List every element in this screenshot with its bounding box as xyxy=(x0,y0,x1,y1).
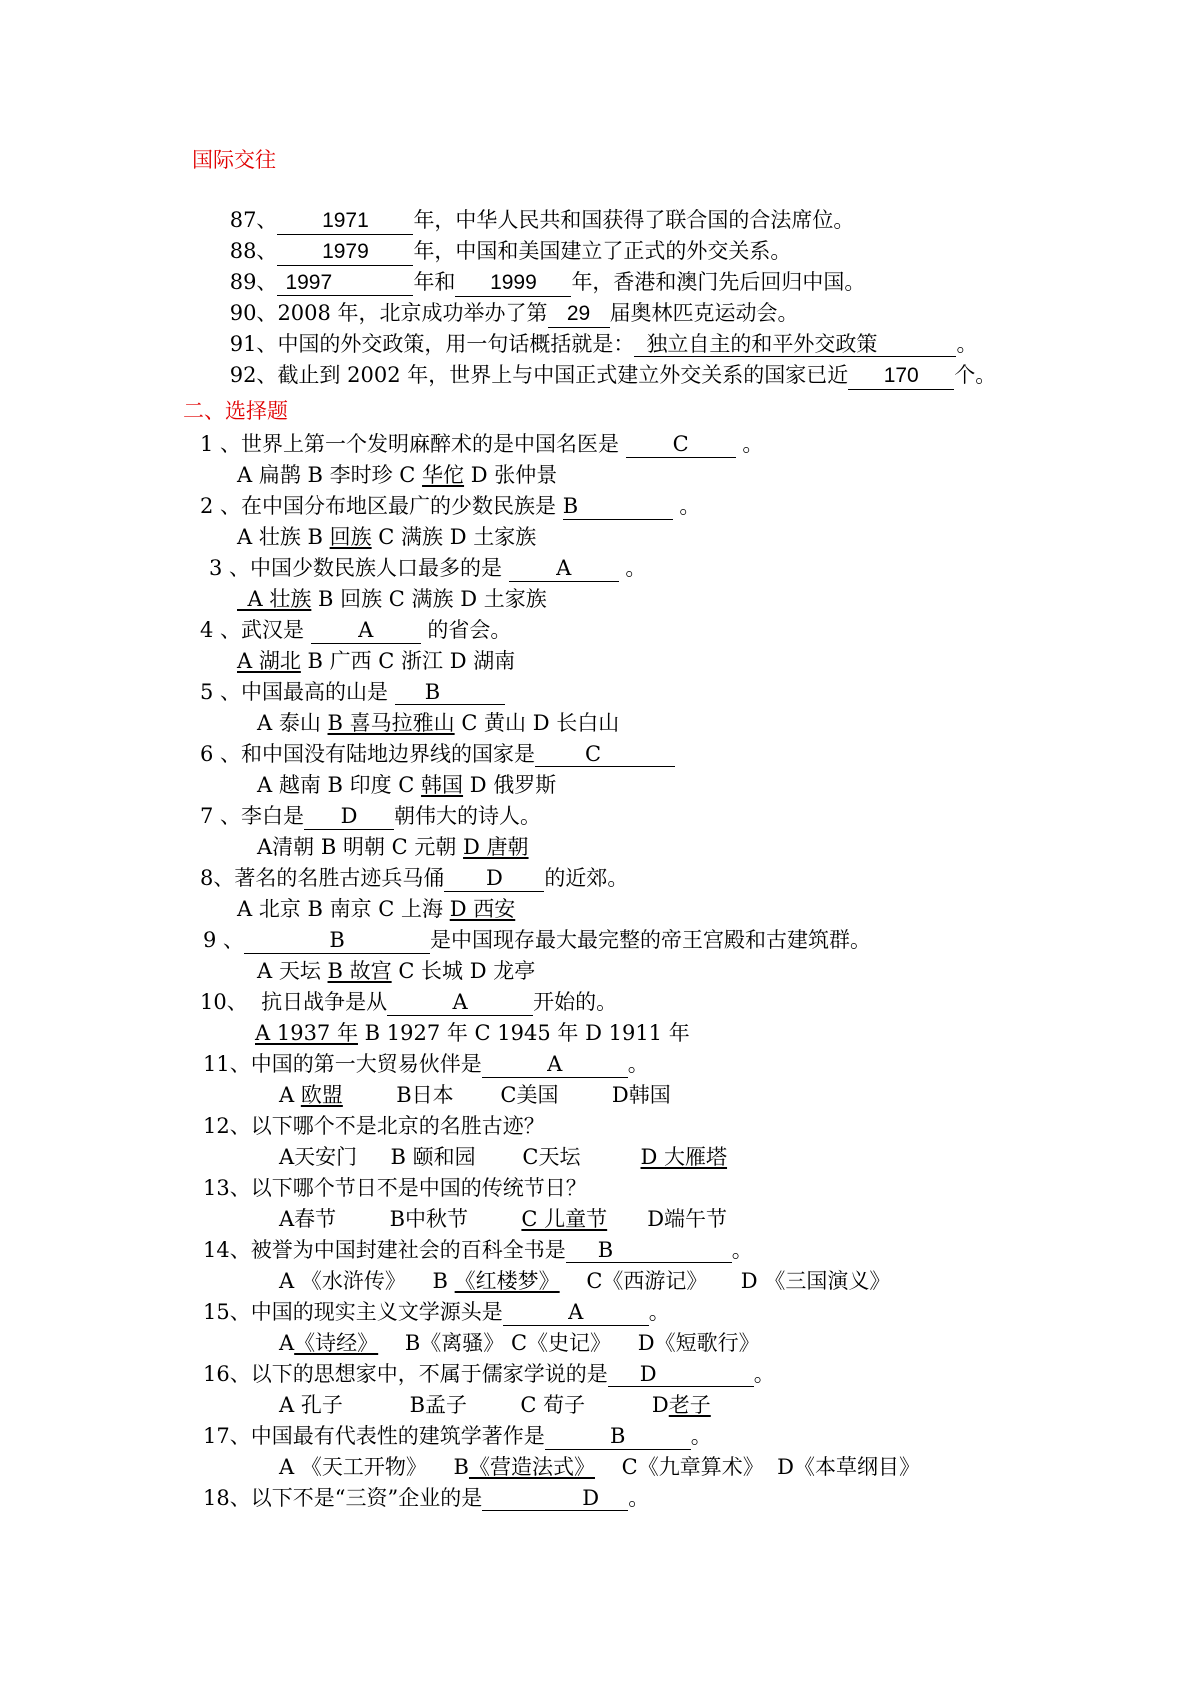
answer-blank: 1971 xyxy=(277,210,413,235)
options-5: A 泰山 B 喜马拉雅山 C 黄山 D 长白山 xyxy=(257,711,620,735)
answer-blank: D xyxy=(608,1363,754,1387)
answer-blank: B xyxy=(395,681,505,705)
correct-option: A 湖北 xyxy=(237,649,301,673)
correct-option: 韩国 xyxy=(421,773,464,797)
question-9: 9 、 B 是中国现存最大最完整的帝王宫殿和古建筑群。 xyxy=(203,928,872,952)
correct-option: 老子 xyxy=(668,1393,711,1417)
question-92: 92、截止到 2002 年，世界上与中国正式建立外交关系的国家已近 170 个。 xyxy=(203,333,996,418)
question-6: 6 、和中国没有陆地边界线的国家是 C xyxy=(200,740,675,768)
correct-option: D 大雁塔 xyxy=(640,1145,728,1169)
question-18: 18、以下不是“三资”企业的是 D 。 xyxy=(203,1486,650,1510)
correct-option: D 唐朝 xyxy=(463,835,529,859)
section-title-international: 国际交往 xyxy=(192,148,276,172)
answer-blank: C xyxy=(626,433,736,458)
options-11: A 欧盟 B日本 C美国 D韩国 xyxy=(279,1083,671,1107)
answer-blank: D xyxy=(444,867,544,892)
question-10: 10、 抗日战争是从 A 开始的。 xyxy=(200,990,618,1014)
question-91: 91、中国的外交政策，用一句话概括就是： 独立自主的和平外交政策 。 xyxy=(229,332,978,356)
answer-blank: B xyxy=(244,929,430,954)
question-16: 16、以下的思想家中，不属于儒家学说的是 D 。 xyxy=(203,1362,775,1386)
answer-blank: 独立自主的和平外交政策 xyxy=(634,333,956,357)
question-2: 2 、在中国分布地区最广的少数民族是 B 。 xyxy=(200,494,701,518)
options-13: A春节 B中秋节 C 儿童节 D端午节 xyxy=(279,1207,728,1231)
options-3: _A 壮族 B 回族 C 满族 D 土家族 xyxy=(237,587,547,611)
correct-option: 《诗经》 xyxy=(294,1331,379,1355)
question-5: 5 、中国最高的山是 B xyxy=(200,678,505,706)
question-87: 87、 1971 年，中华人民共和国获得了联合国的合法席位。 xyxy=(203,178,854,263)
options-17: A 《天工开物》 B《营造法式》 C《九章算术》 D《本草纲目》 xyxy=(279,1455,920,1479)
answer-blank: B xyxy=(545,1425,691,1450)
correct-option: 华佗 xyxy=(422,463,465,487)
question-88: 88、 1979 年，中国和美国建立了正式的外交关系。 xyxy=(203,209,791,294)
options-6: A 越南 B 印度 C 韩国 D 俄罗斯 xyxy=(257,773,557,797)
question-7: 7 、李白是 D 朝伟大的诗人。 xyxy=(200,804,542,828)
answer-blank: 1999 xyxy=(455,272,571,297)
answer-blank: 1997 xyxy=(277,272,413,296)
answer-blank: B xyxy=(563,495,673,520)
options-16: A 孔子 B孟子 C 荀子 D老子 xyxy=(279,1393,711,1417)
options-2: A 壮族 B 回族 C 满族 D 土家族 xyxy=(237,525,537,549)
correct-option: C 儿童节 xyxy=(521,1207,608,1231)
answer-blank: C xyxy=(535,743,675,767)
question-3: 3 、中国少数民族人口最多的是 A 。 xyxy=(209,556,647,580)
question-90: 90、2008 年，北京成功举办了第 29 届奥林匹克运动会。 xyxy=(203,271,799,356)
question-4: 4 、武汉是 A 的省会。 xyxy=(200,618,512,642)
options-9: A 天坛 B 故宫 C 长城 D 龙亭 xyxy=(257,959,536,983)
options-10: A 1937 年 B 1927 年 C 1945 年 D 1911 年 xyxy=(237,1019,690,1047)
answer-blank: A xyxy=(482,1053,628,1078)
answer-blank: B xyxy=(566,1239,732,1263)
correct-option: 欧盟 xyxy=(300,1083,343,1107)
answer-blank: 170 xyxy=(848,365,954,390)
options-8: A 北京 B 南京 C 上海 D 西安 xyxy=(237,897,516,921)
options-1: A 扁鹊 B 李时珍 C 华佗 D 张仲景 xyxy=(237,463,558,487)
question-1: 1 、世界上第一个发明麻醉术的是中国名医是 C 。 xyxy=(200,432,764,456)
question-8: 8、著名的名胜古迹兵马俑 D 的近郊。 xyxy=(200,866,629,890)
options-4: A 湖北 B 广西 C 浙江 D 湖南 xyxy=(237,649,516,673)
answer-blank: 29 xyxy=(548,303,610,328)
question-11: 11、中国的第一大贸易伙伴是 A 。 xyxy=(203,1052,649,1076)
answer-blank: A xyxy=(503,1301,649,1326)
answer-blank: A xyxy=(509,557,619,582)
question-15: 15、中国的现实主义文学源头是 A 。 xyxy=(203,1300,670,1324)
correct-option: 《营造法式》 xyxy=(468,1455,595,1479)
correct-option: A 壮族 xyxy=(247,587,312,611)
question-14: 14、被誉为中国封建社会的百科全书是 B 。 xyxy=(203,1238,753,1262)
options-12: A天安门 B 颐和园 C天坛 D 大雁塔 xyxy=(279,1145,728,1169)
answer-blank: A xyxy=(387,991,533,1016)
options-15: A《诗经》 B《离骚》 C《史记》 D《短歌行》 xyxy=(279,1331,760,1355)
options-14: A 《水浒传》 B 《红楼梦》 C《西游记》 D 《三国演义》 xyxy=(279,1269,891,1293)
correct-option: B 故宫 xyxy=(327,959,392,983)
question-13: 13、以下哪个节日不是中国的传统节日？ xyxy=(203,1176,587,1200)
answer-blank: 1979 xyxy=(277,241,413,266)
section-title-choice: 二、选择题 xyxy=(183,399,288,423)
question-12: 12、以下哪个不是北京的名胜古迹？ xyxy=(203,1114,545,1138)
correct-option: 回族 xyxy=(329,525,372,549)
answer-blank: D xyxy=(482,1487,628,1511)
question-17: 17、中国最有代表性的建筑学著作是 B 。 xyxy=(203,1424,712,1448)
options-7: A清朝 B 明朝 C 元朝 D 唐朝 xyxy=(257,835,529,859)
correct-option: D 西安 xyxy=(449,897,516,921)
correct-option: 《红楼梦》 xyxy=(454,1269,560,1293)
answer-blank: A xyxy=(311,619,421,644)
correct-option: A 1937 年 xyxy=(255,1021,358,1045)
question-89: 89、 1997 年和 1999 年，香港和澳门先后回归中国。 xyxy=(203,240,865,325)
answer-blank: D xyxy=(304,805,394,830)
correct-option: B 喜马拉雅山 xyxy=(327,711,455,735)
